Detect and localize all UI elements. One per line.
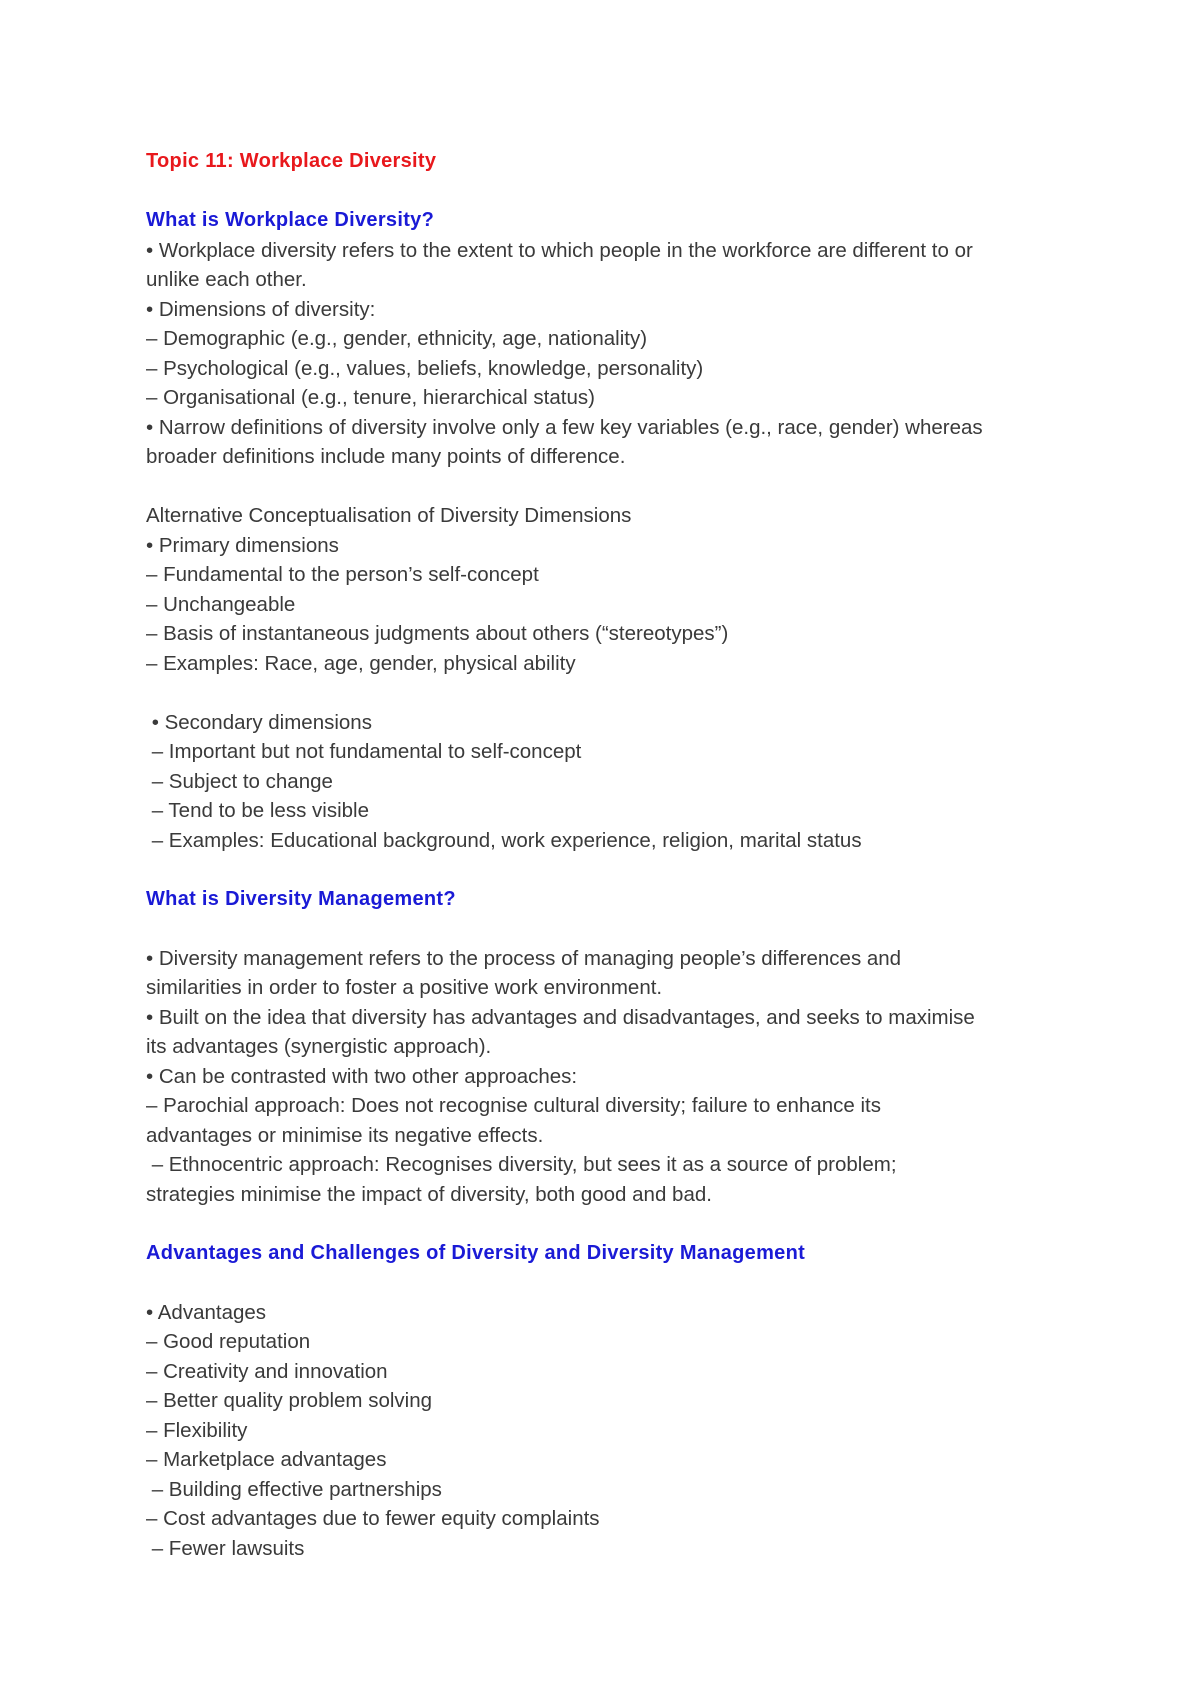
paragraph-line: • Advantages (146, 1300, 267, 1324)
paragraph-line: – Cost advantages due to fewer equity complaints (146, 1507, 600, 1530)
section-heading-workplace-diversity: What is Workplace Diversity? (146, 209, 435, 231)
paragraph-line: – Fewer lawsuits (146, 1536, 305, 1560)
paragraph-line: – Good reputation (146, 1330, 311, 1353)
paragraph-line: – Demographic (e.g., gender, ethnicity, age, nationality) (146, 327, 648, 350)
paragraph-line: – Examples: Educational background, work experience, religion, marital status (146, 828, 862, 852)
paragraph-line: unlike each other. (146, 268, 307, 291)
paragraph-line: • Built on the idea that diversity has advantages and disadvantages, and seeks to maximise (146, 1005, 975, 1029)
paragraph-line: – Parochial approach: Does not recognise cultural diversity; failure to enhance its (146, 1094, 881, 1117)
paragraph-line: – Basis of instantaneous judgments about others (“stereotypes”) (146, 622, 729, 645)
paragraph-line: – Subject to change (146, 769, 333, 793)
spacer (146, 914, 1120, 944)
section-heading-alternative-conceptualisation: Alternative Conceptualisation of Diversity Dimensions (146, 504, 632, 527)
spacer (146, 678, 1120, 708)
paragraph-line: – Psychological (e.g., values, beliefs, knowledge, personality) (146, 356, 704, 380)
spacer (146, 1268, 1120, 1298)
paragraph-line: – Creativity and innovation (146, 1359, 388, 1383)
paragraph-line: – Flexibility (146, 1418, 248, 1442)
paragraph-line: similarities in order to foster a positive work environment. (146, 976, 663, 999)
paragraph-line: – Fundamental to the person’s self-concept (146, 563, 539, 586)
page-title: Topic 11: Workplace Diversity (146, 150, 437, 172)
paragraph-line: – Better quality problem solving (146, 1389, 433, 1412)
paragraph-line: strategies minimise the impact of diversity, both good and bad. (146, 1182, 712, 1206)
paragraph-line: – Important but not fundamental to self-concept (146, 740, 582, 763)
paragraph-line: – Building effective partnerships (146, 1477, 442, 1501)
paragraph-line: – Examples: Race, age, gender, physical ability (146, 651, 576, 675)
paragraph-line: • Narrow definitions of diversity involve only a few key variables (e.g., race, gender) whereas (146, 415, 983, 439)
section-heading-advantages-challenges: Advantages and Challenges of Diversity and Diversity Management (146, 1241, 806, 1264)
spacer (146, 1209, 1120, 1239)
paragraph-line: • Can be contrasted with two other approaches: (146, 1064, 578, 1088)
paragraph-line: – Ethnocentric approach: Recognises diversity, but sees it as a source of problem; (146, 1153, 897, 1176)
paragraph-line: – Organisational (e.g., tenure, hierarchical status) (146, 386, 595, 409)
paragraph-line: • Diversity management refers to the process of managing people’s differences and (146, 946, 902, 970)
paragraph-line: – Tend to be less visible (146, 799, 369, 822)
spacer (146, 855, 1120, 885)
spacer (146, 472, 1120, 502)
paragraph-line: – Unchangeable (146, 592, 296, 616)
paragraph-line: – Marketplace advantages (146, 1448, 387, 1471)
paragraph-line: advantages or minimise its negative effects. (146, 1123, 544, 1147)
paragraph-line: its advantages (synergistic approach). (146, 1035, 492, 1058)
paragraph-line: broader definitions include many points of difference. (146, 445, 626, 468)
paragraph-line: • Dimensions of diversity: (146, 297, 376, 321)
paragraph-line: • Workplace diversity refers to the extent to which people in the workforce are different to or (146, 238, 973, 262)
paragraph-line: • Secondary dimensions (146, 710, 372, 734)
spacer (146, 177, 1120, 207)
section-heading-diversity-management: What is Diversity Management? (146, 887, 456, 910)
paragraph-line: • Primary dimensions (146, 533, 339, 557)
